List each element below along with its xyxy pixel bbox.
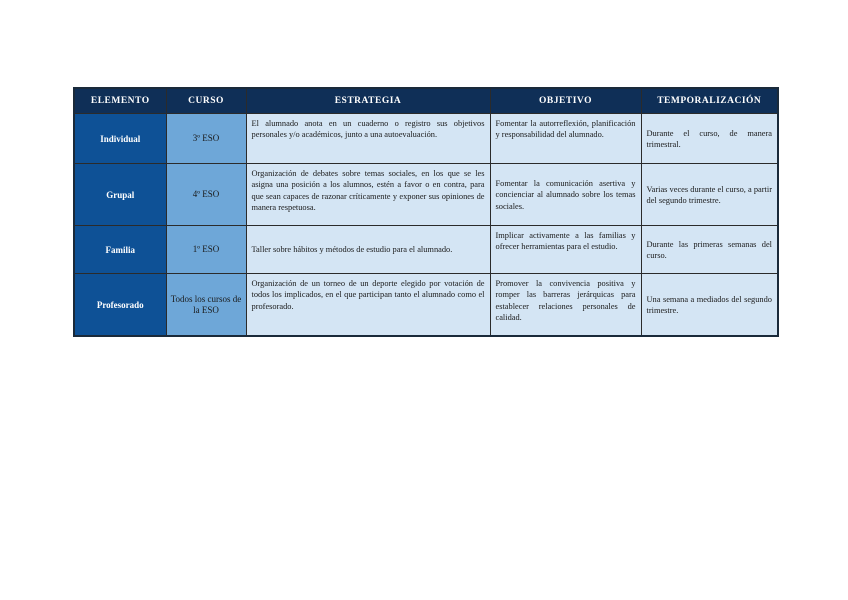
temporalizacion-cell: Durante el curso, de manera trimestral. (641, 114, 778, 164)
objetivo-cell: Implicar activamente a las familias y ofrecer herramientas para el estudio. (490, 226, 641, 274)
elemento-cell: Profesorado (74, 274, 166, 337)
elemento-cell: Grupal (74, 164, 166, 226)
temporalizacion-cell: Una semana a mediados del segundo trimestre. (641, 274, 778, 337)
elemento-cell: Familia (74, 226, 166, 274)
table-row (74, 114, 778, 164)
strategy-table (73, 87, 779, 337)
objetivo-cell: Fomentar la autorreflexión, planificación y responsabilidad del alumnado. (490, 114, 641, 164)
curso-cell: 3º ESO (166, 114, 246, 164)
table-row (74, 274, 778, 337)
estrategia-cell: Organización de un torneo de un deporte elegido por votación de todos los implicados, en el que participan tanto el alumnado como el profesorado. (246, 274, 490, 337)
table-row (74, 226, 778, 274)
header-estrategia: ESTRATEGIA (246, 88, 490, 114)
estrategia-cell: Organización de debates sobre temas sociales, en los que se les asigna una posición a los alumnos, estén a favor o en contra, para que sean capaces de razonar críticamente y exponer sus opiniones de manera respetuosa. (246, 164, 490, 226)
header-temporalizacion: TEMPORALIZACIÓN (641, 88, 778, 114)
header-elemento: ELEMENTO (74, 88, 166, 114)
table-row (74, 164, 778, 226)
curso-cell: 1º ESO (166, 226, 246, 274)
estrategia-cell: El alumnado anota en un cuaderno o registro sus objetivos personales y/o académicos, junto a una autoevaluación. (246, 114, 490, 164)
temporalizacion-cell: Durante las primeras semanas del curso. (641, 226, 778, 274)
elemento-cell: Individual (74, 114, 166, 164)
curso-cell: 4º ESO (166, 164, 246, 226)
header-objetivo: OBJETIVO (490, 88, 641, 114)
objetivo-cell: Promover la convivencia positiva y romper las barreras jerárquicas para establecer relaciones personales de calidad. (490, 274, 641, 337)
curso-cell: Todos los cursos de la ESO (166, 274, 246, 337)
header-curso: CURSO (166, 88, 246, 114)
temporalizacion-cell: Varias veces durante el curso, a partir del segundo trimestre. (641, 164, 778, 226)
objetivo-cell: Fomentar la comunicación asertiva y concienciar al alumnado sobre los temas sociales. (490, 164, 641, 226)
header-row (74, 88, 778, 114)
estrategia-cell: Taller sobre hábitos y métodos de estudio para el alumnado. (246, 226, 490, 274)
